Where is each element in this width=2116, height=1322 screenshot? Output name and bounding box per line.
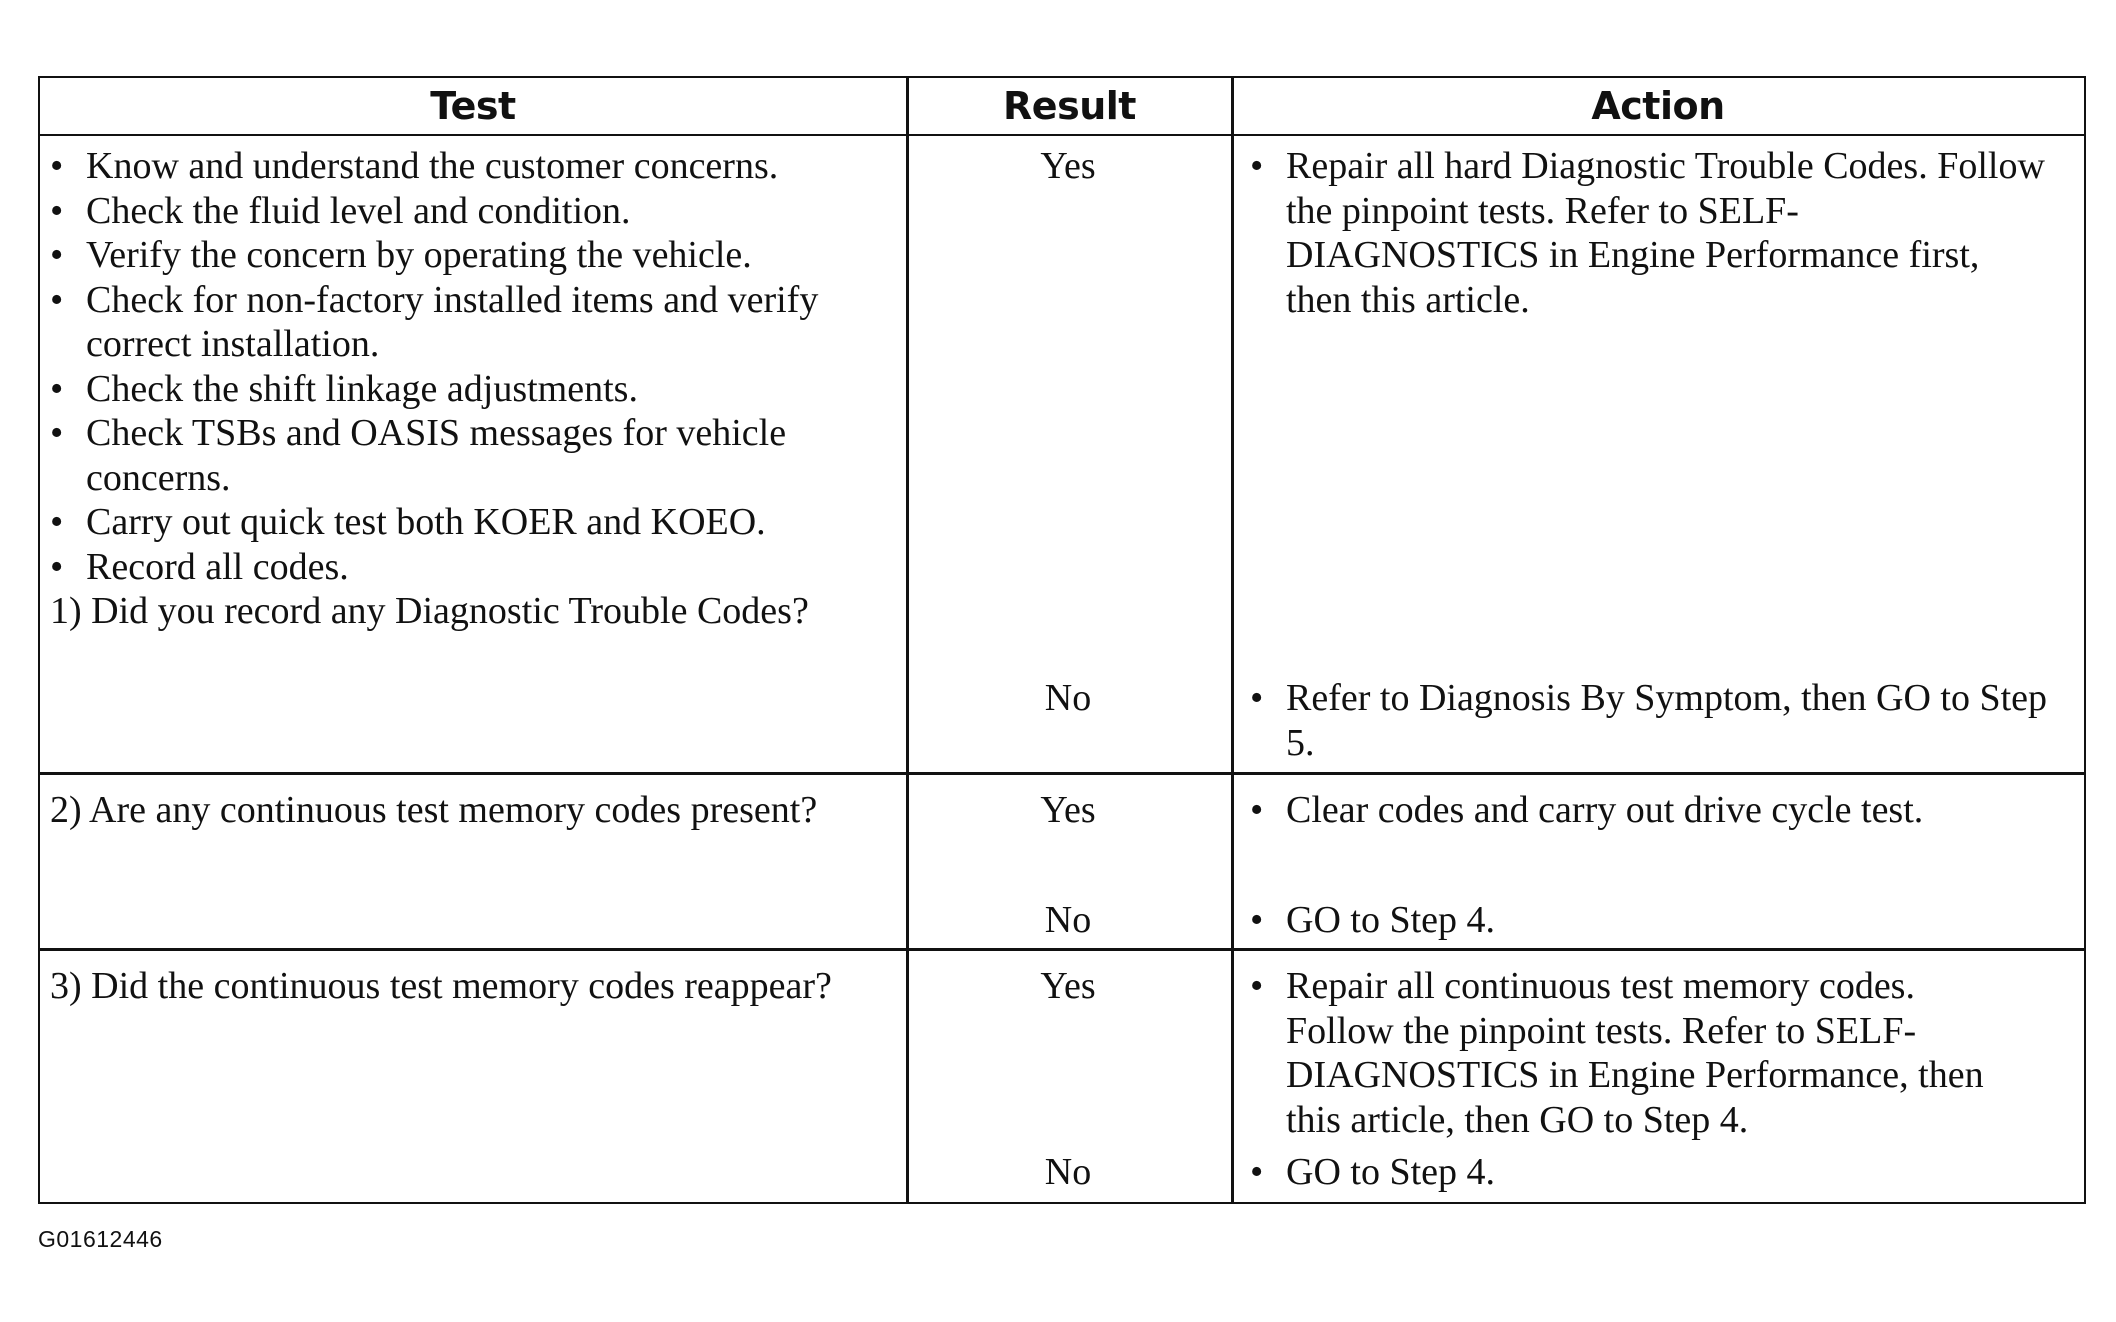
header-test: Test (430, 84, 516, 128)
list-item: • Repair all hard Diagnostic Trouble Codes. Follow the pinpoint tests. Refer to SELF-DIAGNOSTICS in Engine Performance first, then this article. (1250, 145, 2045, 321)
row3-action-no (1250, 1150, 2070, 1195)
list-item: • GO to Step 4. (1250, 1151, 1495, 1193)
list-item: • Clear codes and carry out drive cycle test. (1250, 789, 1924, 831)
list-item: • Check TSBs and OASIS messages for vehicle concerns. (50, 412, 787, 499)
row-divider-1 (40, 772, 2084, 775)
row3-result-no: No (1044, 1151, 1092, 1193)
list-item: • Verify the concern by operating the vehicle. (50, 234, 752, 276)
row3-result-yes: Yes (1040, 965, 1096, 1007)
list-item: • Check for non-factory installed items and verify correct installation. (50, 278, 819, 365)
figure-id-caption: G01612446 (38, 1226, 163, 1252)
header-result: Result (1003, 84, 1136, 128)
row1-result-yes: Yes (1040, 145, 1096, 187)
header-action: Action (1591, 84, 1725, 128)
row1-action-no (1250, 676, 2070, 765)
list-item: • Carry out quick test both KOER and KOEO. (50, 501, 766, 543)
list-item: • Refer to Diagnosis By Symptom, then GO to Step 5. (1250, 677, 2048, 764)
list-item: • Record all codes. (50, 545, 349, 588)
row3-action-yes (1250, 964, 2010, 1142)
row2-action-yes (1250, 788, 2070, 833)
row1-question: 1) Did you record any Diagnostic Trouble Codes? (50, 590, 809, 632)
row2-question: 2) Are any continuous test memory codes present? (50, 789, 818, 831)
row1-test-cell (50, 144, 900, 634)
list-item: • Know and understand the customer concerns. (50, 145, 779, 187)
list-item: • Check the shift linkage adjustments. (50, 367, 638, 410)
column-divider-test-result (906, 78, 909, 1202)
row3-question: 3) Did the continuous test memory codes reappear? (50, 965, 832, 1007)
row2-result-no: No (1044, 899, 1092, 941)
row1-result-no: No (1044, 677, 1092, 719)
list-item: • GO to Step 4. (1250, 899, 1495, 941)
list-item: • Repair all continuous test memory codes. Follow the pinpoint tests. Refer to SELF-DIAGNOSTICS in Engine Performance, then this article, then GO to Step 4. (1250, 965, 1984, 1141)
row2-result-yes: Yes (1040, 789, 1096, 831)
column-divider-result-action (1231, 78, 1234, 1202)
diagnostic-table (38, 76, 2086, 1204)
row1-action-yes (1250, 144, 2050, 322)
table-header (40, 78, 2084, 136)
row-divider-2 (40, 948, 2084, 951)
row2-action-no (1250, 898, 2070, 943)
row1-checklist (50, 144, 900, 589)
list-item: • Check the fluid level and condition. (50, 189, 631, 232)
